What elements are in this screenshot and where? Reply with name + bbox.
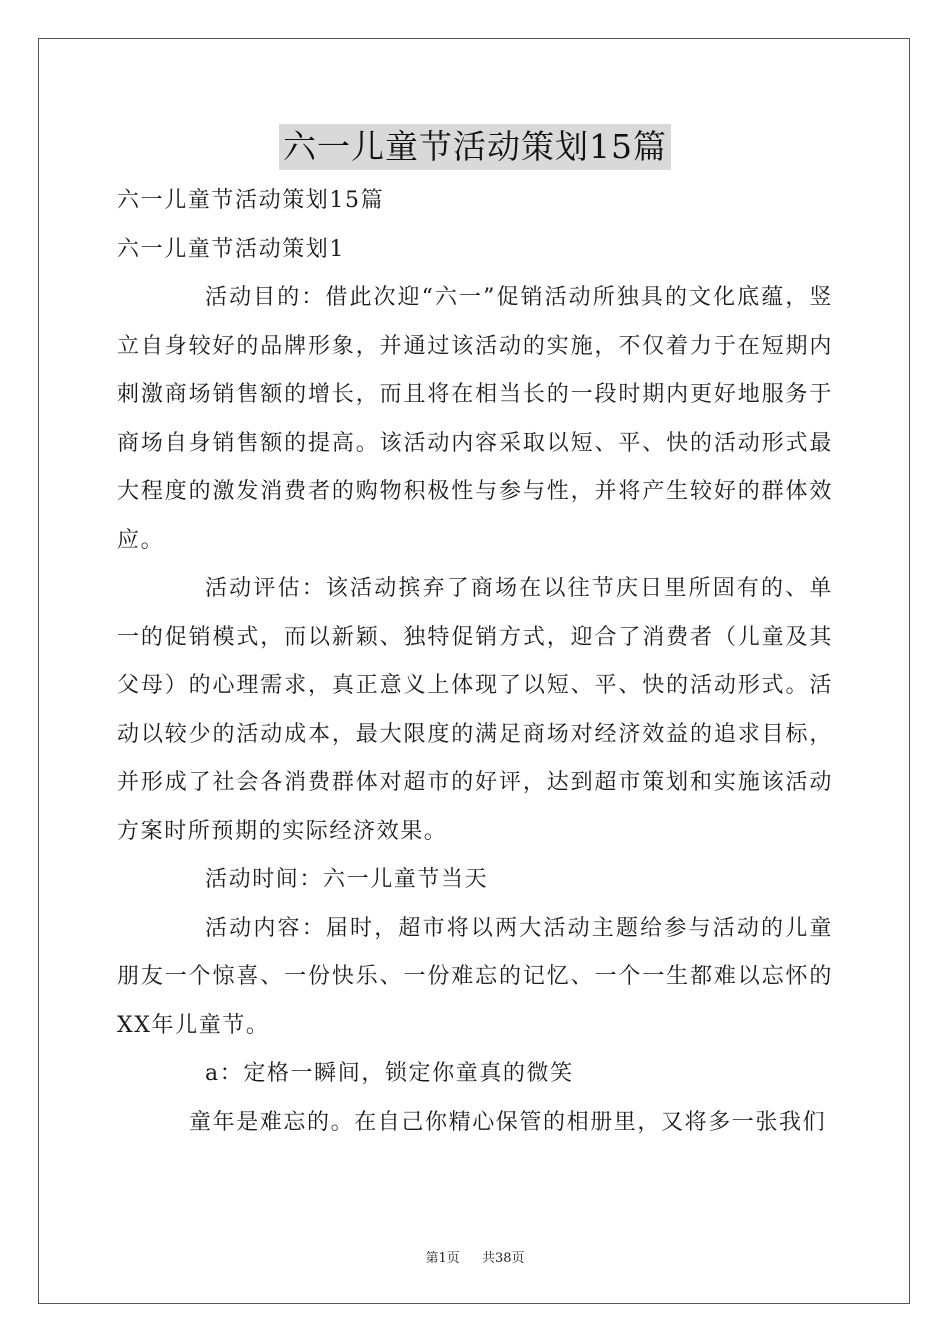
paragraph-time: 活动时间：六一儿童节当天	[205, 867, 489, 892]
paragraph-purpose: 活动目的：借此次迎“六一”促销活动所独具的文化底蕴，竖立自身较好的品牌形象，并通过该活动的实施，不仅着力于在短期内刺激商场销售额的增长，而且将在相当长的一段时期内更好地服务于商场自身销售额的提高。该活动内容采取以短、平、快的活动形式最大程度的激发消费者的购物积极性与参与性，并将产生较好的群体效应。	[117, 285, 833, 553]
paragraph-childhood: 童年是难忘的。在自己你精心保管的相册里，又将多一张我们	[189, 1109, 827, 1135]
page-footer	[0, 1247, 950, 1266]
document-body	[117, 177, 833, 1147]
paragraph-evaluation: 活动评估：该活动摈弃了商场在以往节庆日里所固有的、单一的促销模式，而以新颖、独特促销方式，迎合了消费者（儿童及其父母）的心理需求，真正意义上体现了以短、平、快的活动形式。活动以较少的活动成本，最大限度的满足商场对经济效益的追求目标，并形成了社会各消费群体对超市的好评，达到超市策划和实施该活动方案时所预期的实际经济效果。	[117, 576, 833, 844]
document-title: 六一儿童节活动策划15篇	[279, 124, 671, 170]
paragraph-content: 活动内容：届时，超市将以两大活动主题给参与活动的儿童朋友一个惊喜、一份快乐、一份难忘的记忆、一个一生都难以忘怀的XX年儿童节。	[117, 915, 833, 1038]
page-total: 共38页	[481, 1251, 525, 1266]
paragraph-item-a: a：定格一瞬间，锁定你童真的微笑	[205, 1061, 574, 1086]
subtitle-paragraph: 六一儿童节活动策划15篇	[117, 188, 385, 213]
page-number: 第1页	[425, 1251, 460, 1266]
section-heading: 六一儿童节活动策划1	[117, 236, 345, 262]
title-container	[0, 124, 950, 170]
